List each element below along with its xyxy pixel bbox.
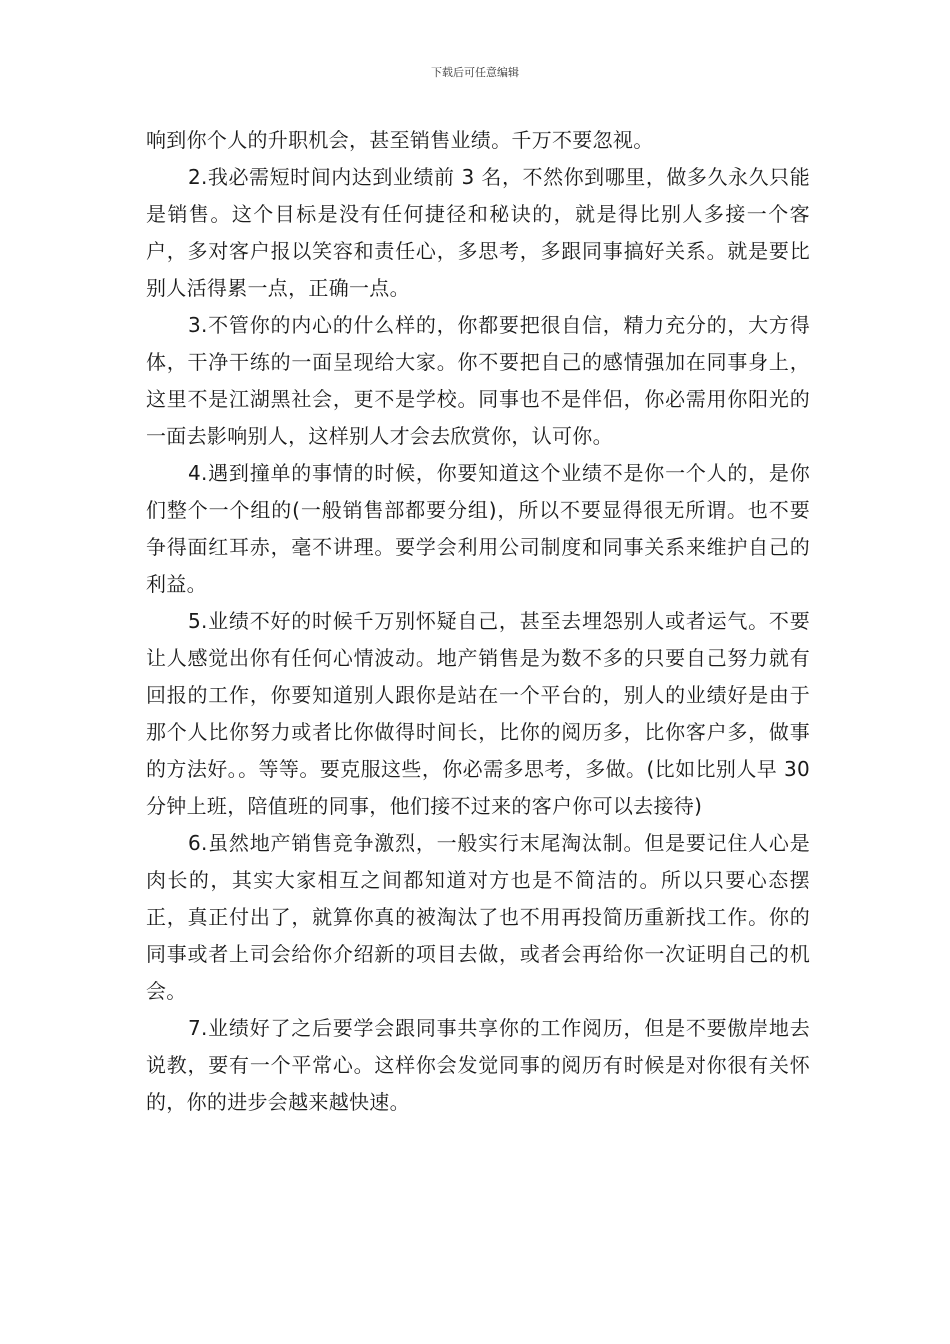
paragraph-item-2: 2.我必需短时间内达到业绩前 3 名，不然你到哪里，做多久永久只能是销售。这个目标是没有任何捷径和秘诀的，就是得比别人多接一个客户，多对客户报以笑容和责任心，多思考，多跟同事搞好关系。就是要比别人活得累一点，正确一点。 <box>146 165 810 300</box>
paragraph-item-5: 5.业绩不好的时候千万别怀疑自己，甚至去埋怨别人或者运气。不要让人感觉出你有任何心情波动。地产销售是为数不多的只要自己努力就有回报的工作，你要知道别人跟你是站在一个平台的，别人的业绩好是由于那个人比你努力或者比你做得时间长，比你的阅历多，比你客户多，做事的方法好。。等等。要克服这些，你必需多思考，多做。(比如比别人早 30 分钟上班，陪值班的同事，他们接不过来的客户你可以去接待) <box>146 609 810 818</box>
paragraph-item-6: 6.虽然地产销售竞争激烈，一般实行末尾淘汰制。但是要记住人心是肉长的，其实大家相互之间都知道对方也是不简洁的。所以只要心态摆正，真正付出了，就算你真的被淘汰了也不用再投简历重新找工作。你的同事或者上司会给你介绍新的项目去做，或者会再给你一次证明自己的机会。 <box>146 831 810 1003</box>
paragraph-continuation: 响到你个人的升职机会，甚至销售业绩。千万不要忽视。 <box>146 128 654 152</box>
page-header: 下载后可任意编辑 <box>431 66 519 79</box>
paragraph-item-4: 4.遇到撞单的事情的时候，你要知道这个业绩不是你一个人的，是你们整个一个组的(一般销售部都要分组)，所以不要显得很无所谓。也不要争得面红耳赤，毫不讲理。要学会利用公司制度和同事关系来维护自己的利益。 <box>146 461 810 596</box>
paragraph-item-7: 7.业绩好了之后要学会跟同事共享你的工作阅历，但是不要傲岸地去说教，要有一个平常心。这样你会发觉同事的阅历有时候是对你很有关怀的，你的进步会越来越快速。 <box>146 1016 810 1114</box>
paragraph-item-3: 3.不管你的内心的什么样的，你都要把很自信，精力充分的，大方得体，干净干练的一面呈现给大家。你不要把自己的感情强加在同事身上，这里不是江湖黑社会，更不是学校。同事也不是伴侣，你必需用你阳光的一面去影响别人，这样别人才会去欣赏你，认可你。 <box>146 313 810 448</box>
document-body <box>146 122 810 1121</box>
